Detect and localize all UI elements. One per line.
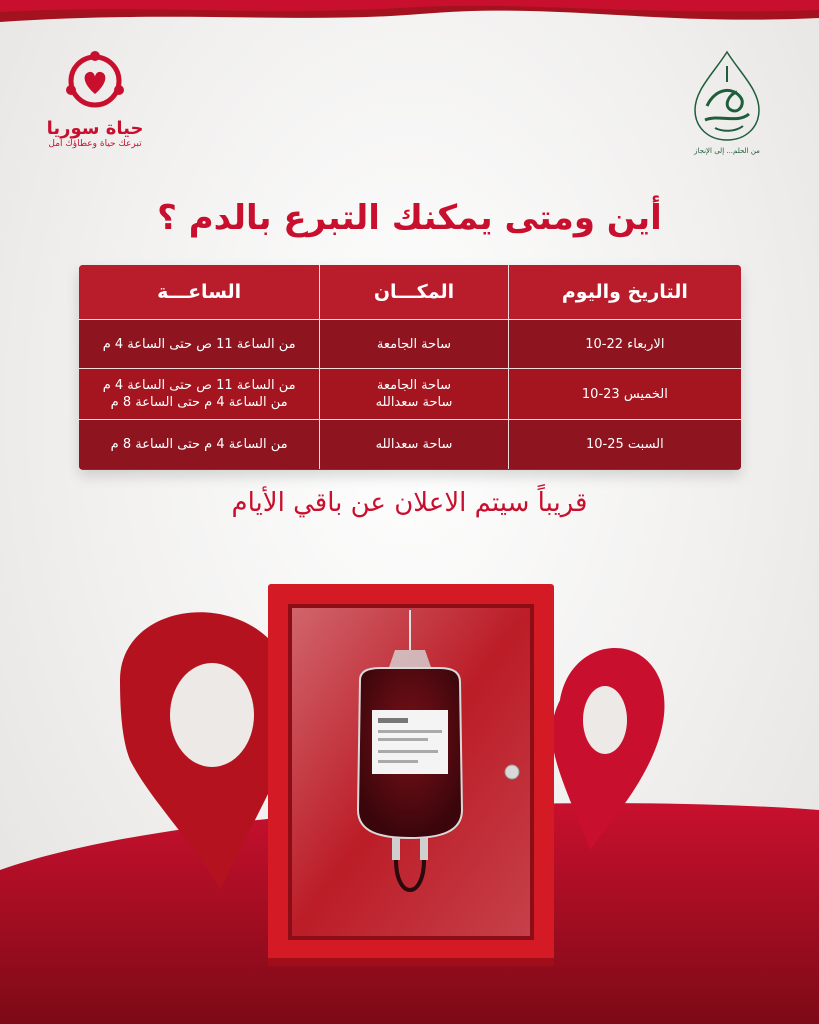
page-title: أين ومتى يمكنك التبرع بالدم ؟ (157, 198, 662, 238)
header-time: الساعـــة (157, 280, 242, 303)
row-time (79, 369, 319, 419)
row-time (79, 420, 319, 469)
header-date: التاريخ واليوم (508, 265, 741, 319)
table-row (79, 320, 741, 369)
campaign-logo (685, 48, 769, 158)
syria-life-logo (40, 50, 150, 149)
org-name: حياة سوريا (46, 118, 144, 139)
row-date: الخميس 23-10 (508, 369, 741, 419)
place-line: ساحة الجامعة (376, 378, 452, 393)
row-place (319, 369, 507, 419)
heart-hands-icon (65, 50, 125, 112)
table-header-row (79, 265, 741, 320)
time-line: من الساعة 11 ص حتى الساعة 4 م (102, 336, 296, 352)
row-date: السبت 25-10 (508, 420, 741, 469)
time-line: من الساعة 4 م حتى الساعة 8 م (110, 395, 288, 410)
header-place: المكـــان (319, 265, 507, 319)
row-date: الاربعاء 22-10 (508, 320, 741, 368)
org-tagline: تبرعك حياة وعطاؤك أمل (48, 139, 142, 149)
schedule-table (79, 265, 741, 470)
calligraphy-drop-emblem (685, 48, 769, 143)
place-line: ساحة سعدالله (375, 395, 453, 410)
table-row (79, 369, 741, 420)
row-place (319, 420, 507, 469)
blood-bag-cabinet-illustration (0, 570, 819, 1024)
time-line: من الساعة 11 ص حتى الساعة 4 م (102, 378, 296, 393)
row-place (319, 320, 507, 368)
top-wave-decoration (0, 0, 819, 40)
place-line: ساحة سعدالله (375, 437, 453, 452)
table-row (79, 420, 741, 469)
coming-soon-note: قريباً سيتم الاعلان عن باقي الأيام (231, 488, 588, 518)
cabinet-knob (505, 765, 519, 779)
campaign-tagline: من الحلم... إلى الإنجاز (694, 147, 760, 155)
row-time (79, 320, 319, 368)
place-line: ساحة الجامعة (376, 336, 452, 352)
time-line: من الساعة 4 م حتى الساعة 8 م (110, 437, 288, 452)
